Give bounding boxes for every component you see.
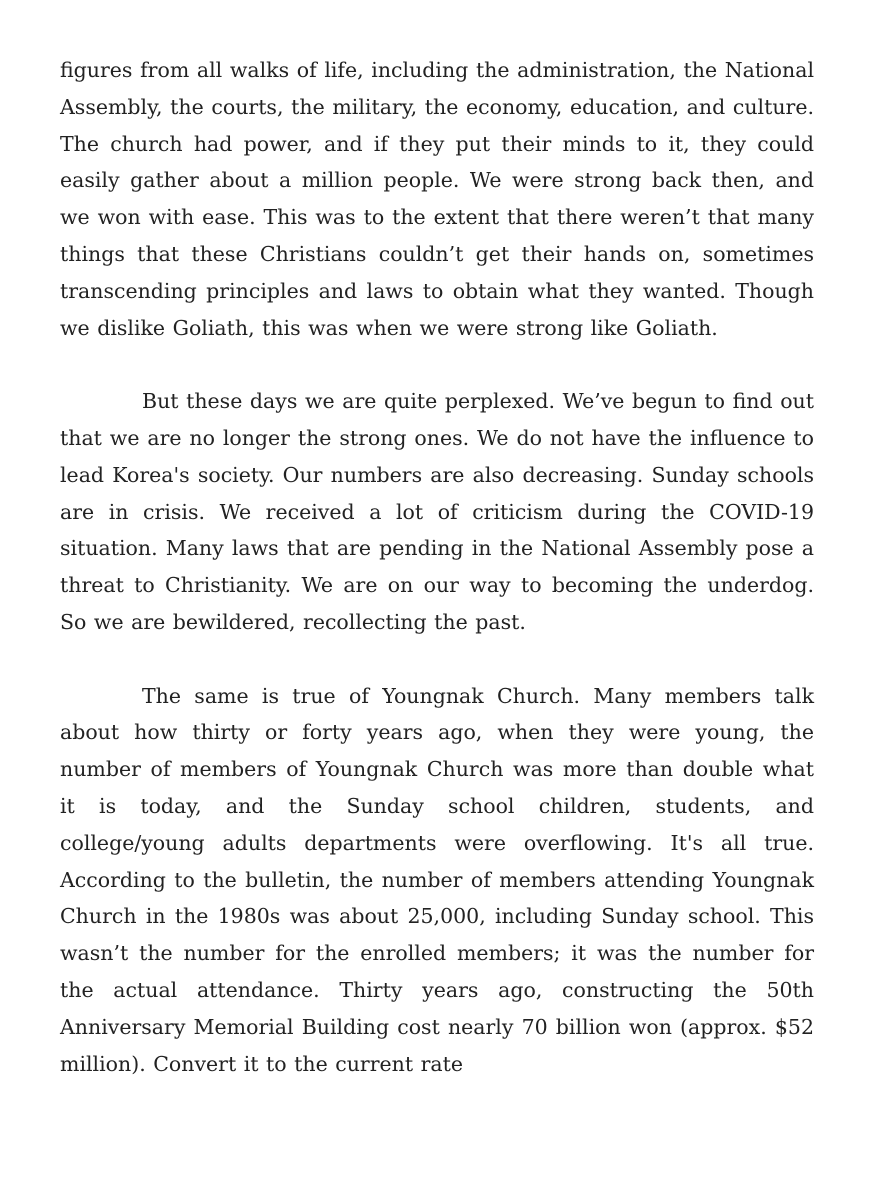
paragraph-goliath: figures from all walks of life, including the administration, the National Assembly, the courts, the military, the economy, education, and culture. The church had power, and if they put their minds to it, they could easily gather about a million people. We were strong back then, and we won with ease. This was to the extent that there weren’t that many things that these Christians couldn’t get their hands on, sometimes transcending principles and laws to obtain what they wanted. Though we dislike Goliath, this was when we were strong like Goliath. bbox=[60, 58, 814, 340]
paragraph-youngnak-church: The same is true of Youngnak Church. Many members talk about how thirty or forty years ago, when they were young, the number of members of Youngnak Church was more than double what it is today, and the Sunday school children, students, and college/young adults departments were overflowing. It's all true. According to the bulletin, the number of members attending Youngnak Church in the 1980s was about 25,000, including Sunday school. This wasn’t the number for the enrolled members; it was the number for the actual attendance. Thirty years ago, constructing the 50th Anniversary Memorial Building cost nearly 70 billion won (approx. $52 million). Convert it to the current rate bbox=[60, 683, 814, 1076]
document-page bbox=[60, 52, 814, 1082]
paragraph-perplexed: But these days we are quite perplexed. We’ve begun to find out that we are no longer the strong ones. We do not have the influence to lead Korea's society. Our numbers are also decreasing. Sunday schools are in crisis. We received a lot of criticism during the COVID-19 situation. Many laws that are pending in the National Assembly pose a threat to Christianity. We are on our way to becoming the underdog. So we are bewildered, recollecting the past. bbox=[60, 389, 814, 634]
